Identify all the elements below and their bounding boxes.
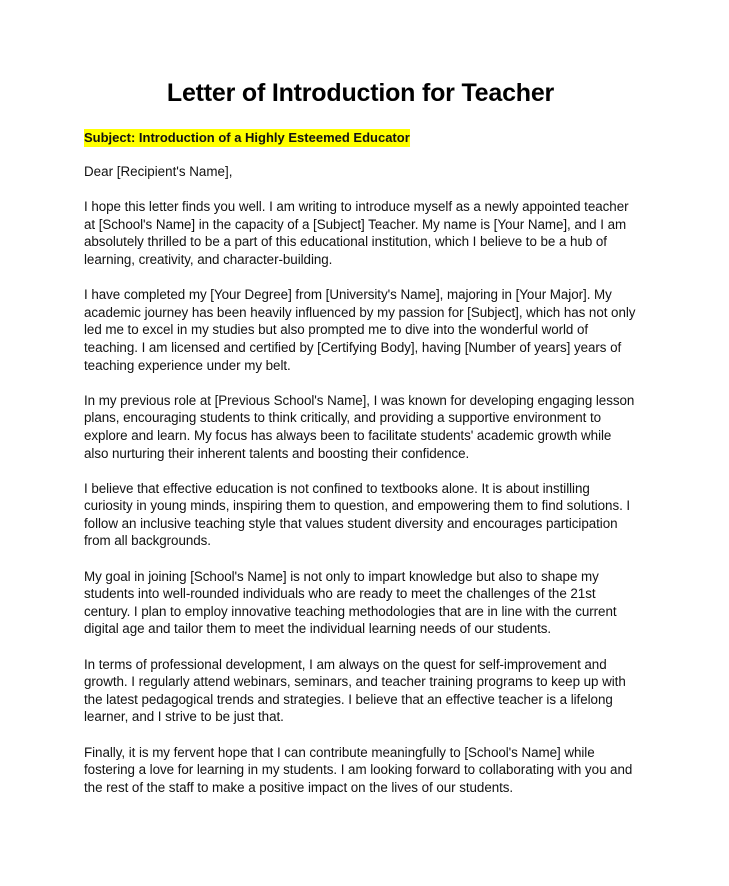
salutation: Dear [Recipient's Name], <box>84 164 233 179</box>
body-paragraph-1: I hope this letter finds you well. I am writing to introduce myself as a newly appointed teacher at [School's Name] in the capacity of a [Subject] Teacher. My name is [Your Name], and I am absolutely thrilled to be a part of this educational institution, which I believe to be a hub of learning, creativity, and character-building. <box>84 199 629 267</box>
body-paragraph-3: In my previous role at [Previous School's Name], I was known for developing engaging lesson plans, encouraging students to think critically, and providing a supportive environment to explore and learn. My focus has always been to facilitate students' academic growth while also nurturing their inherent talents and boosting their confidence. <box>84 392 635 461</box>
body-paragraph-7: Finally, it is my fervent hope that I can contribute meaningfully to [School's Name] while fostering a love for learning in my students. I am looking forward to collaborating with you and the rest of the staff to make a positive impact on the lives of our students. <box>84 744 633 795</box>
body-paragraph-4: I believe that effective education is not confined to textbooks alone. It is about instilling curiosity in young minds, inspiring them to question, and empowering them to find solutions. I follow an inclusive teaching style that values student diversity and encourages participation from all backgrounds. <box>84 480 631 549</box>
body-paragraph-2: I have completed my [Your Degree] from [University's Name], majoring in [Your Major]. My academic journey has been heavily influenced by my passion for [Subject], which has not only led me to excel in my studies but also prompted me to dive into the wonderful world of teaching. I am licensed and certified by [Certifying Body], having [Number of years] years of teaching experience under my belt. <box>84 287 636 373</box>
body-paragraph-5: My goal in joining [School's Name] is not only to impart knowledge but also to shape my students into well-rounded individuals who are ready to meet the challenges of the 21st century. I plan to employ innovative teaching methodologies that are in line with the current digital age and tailor them to meet the individual learning needs of our students. <box>84 568 617 637</box>
body-paragraph-6: In terms of professional development, I am always on the quest for self-improvement and growth. I regularly attend webinars, seminars, and teacher training programs to keep up with the latest pedagogical trends and strategies. I believe that an effective teacher is a lifelong learner, and I strive to be just that. <box>84 656 626 725</box>
document-title: Letter of Introduction for Teacher <box>166 79 555 107</box>
subject-line <box>84 128 637 147</box>
subject-highlighted-text: Subject: Introduction of a Highly Esteemed Educator <box>84 130 410 145</box>
